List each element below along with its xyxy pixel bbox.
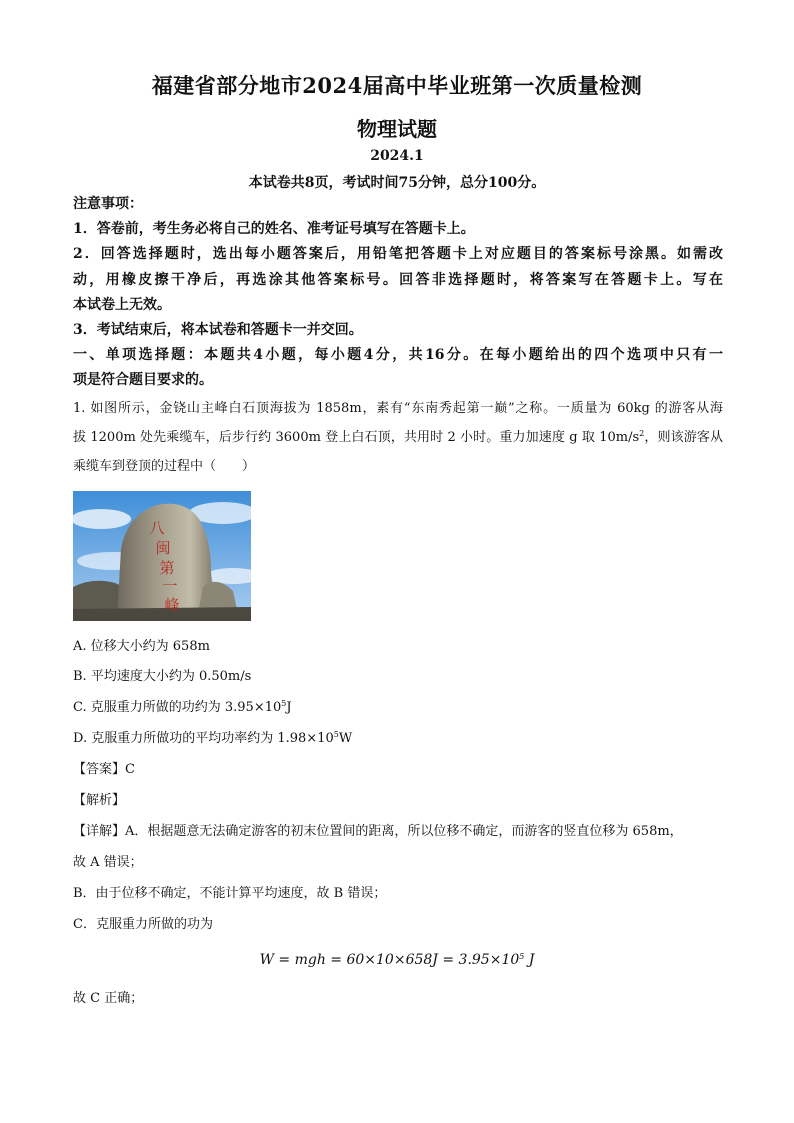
mountain-rock-photo [73, 491, 251, 621]
notes-item-2-line-3: 本试卷上无效。 [73, 297, 171, 313]
detail-line-5: 故 C 正确； [73, 991, 144, 1006]
rock-inscription-char-2: 闽 [155, 539, 171, 557]
rock-inscription-char-4: 一 [162, 577, 178, 595]
answer-label: 【答案】C [73, 762, 135, 777]
detail-line-2: 故 A 错误； [73, 855, 143, 870]
option-a: A. 位移大小约为 658m [73, 639, 210, 654]
section-heading-line-2: 项是符合题目要求的。 [73, 372, 213, 388]
rock-inscription-char-5: 峰 [164, 596, 180, 614]
section-heading-line-1: 一、单项选择题：本题共4小题，每小题4分，共16分。在每小题给出的四个选项中只有一 [73, 347, 723, 363]
option-c: C. 克服重力所做的功约为 $3.95\times 10^5J$ [73, 699, 292, 715]
notes-item-1: 1．答卷前，考生务必将自己的姓名、准考证号填写在答题卡上。 [73, 221, 475, 237]
rock-inscription-char-3: 第 [159, 559, 175, 577]
option-d: D. 克服重力所做功的平均功率约为 $1.98\times 10^5W$ [73, 730, 353, 746]
work-equation: W = mgh = $60\times 10\times 658J = 3.95\times 10^5$ J [259, 952, 535, 968]
notes-item-3: 3．考试结束后，将本试卷和答题卡一并交回。 [73, 322, 363, 338]
option-b: B. 平均速度大小约为 0.50m/s [73, 669, 252, 684]
question-1-line-2: 拔 1200m 处先乘缆车，后步行约 3600m 登上白石顶，共用时 2 小时。重力加速度 g 取 $10m/s^2$，则该游客从 [73, 429, 723, 445]
exam-info: 本试卷共8页，考试时间75分钟，总分100分。 [248, 175, 546, 191]
analysis-label: 【解析】 [73, 793, 126, 808]
notes-heading: 注意事项： [73, 196, 143, 212]
rock-inscription-char-1: 八 [149, 519, 165, 537]
notes-item-2-line-1: 2．回答选择题时，选出每小题答案后，用铅笔把答题卡上对应题目的答案标号涂黑。如需改 [73, 246, 723, 262]
detail-line-3: B．由于位移不确定，不能计算平均速度，故 B 错误； [73, 886, 387, 901]
subject-title: 物理试题 [357, 117, 437, 141]
exam-title: 福建省部分地市2024届高中毕业班第一次质量检测 [151, 73, 643, 98]
detail-line-4: C．克服重力所做的功为 [73, 917, 213, 932]
notes-item-2-line-2: 动，用橡皮擦干净后，再选涂其他答案标号。回答非选择题时，将答案写在答题卡上。写在 [73, 272, 723, 288]
exam-date: 2024.1 [370, 148, 424, 164]
rock-illustration [73, 491, 251, 621]
question-1-line-1: 1. 如图所示，金铙山主峰白石顶海拔为 1858m，素有“东南秀起第一巅”之称。一质量为 60kg 的游客从海 [73, 401, 723, 416]
detail-line-1: 【详解】A．根据题意无法确定游客的初末位置间的距离，所以位移不确定，而游客的竖直位移为 658m， [73, 824, 683, 839]
question-1-line-3: 乘缆车到登顶的过程中（ ） [73, 459, 256, 474]
